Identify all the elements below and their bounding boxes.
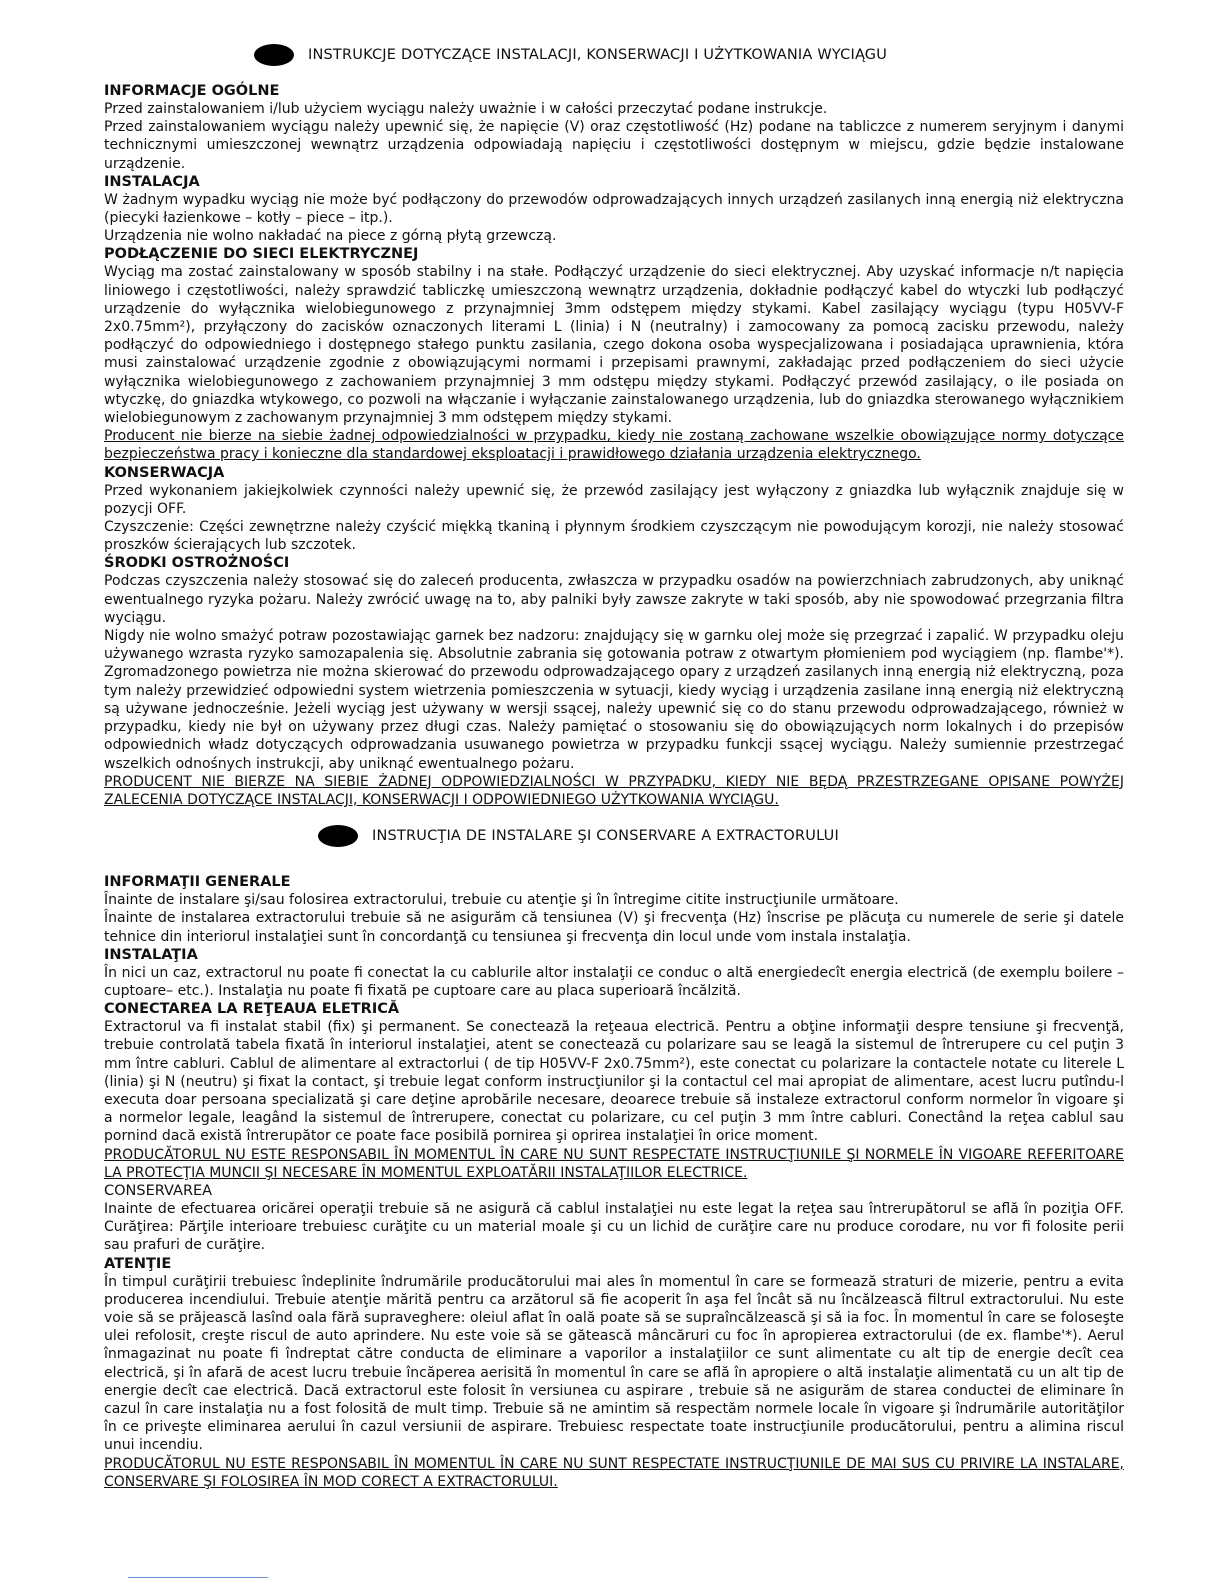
section-heading: KONSERWACJA xyxy=(104,464,225,481)
romanian-header xyxy=(318,825,1124,847)
disclaimer-underlined: PRODUCĂTORUL NU ESTE RESPONSABIL ÎN MOMENTUL ÎN CARE NU SUNT RESPECTATE INSTRUCŢIUNILE ŞI NORMELE ÎN VIGOARE REFERITOARE LA PROTECŢIA MUNCII ŞI NECESARE ÎN MOMENTUL EXPLOATĂRII INSTALAŢIILOR ELECTRICE. xyxy=(104,1146,1124,1181)
section-heading: ŚRODKI OSTROŻNOŚCI xyxy=(104,555,290,572)
paragraph: Extractorul va fi instalat stabil (fix) şi permanent. Se conectează la reţeaua electrică. Pentru a obţine informaţii despre tensiune şi frecvenţă, trebuie controlată tabela fixată în interiorul instalaţiei, atent se conectează cu polarizare sau se leagă la sistemul de întrerupere cu cel puţin 3 mm între cabluri. Cablul de alimentare al extractorlui ( de tip H05VV-F 2x0.75mm²), este conectat cu polarizare la contactele notate cu literele L (linia) şi N (neutru) şi fixat la contact, şi trebuie legat conform instrucţiunilor şi la contactul cel mai apropiat de alimentare, acest lucru putîndu-l executa doar persoana specializată şi care deţine aprobările necesare, deoarece trebuie să instaleze extractorul conform normelor în vigoare şi a normelor legale, leagând la sistemul de întrerupere, conectat cu polarizare, cu cel puţin 3 mm între cabluri. Conectând la reţea cablul sau pornind dacă există întrerupător ce poate face posibilă pornirea şi oprirea instalaţiei în orice moment. xyxy=(104,1019,1124,1145)
pl-electrical-connection xyxy=(104,245,1124,463)
ro-general-info xyxy=(104,873,1124,946)
disclaimer-underlined: PRODUCĂTORUL NU ESTE RESPONSABIL ÎN MOMENTUL ÎN CARE NU SUNT RESPECTATE INSTRUCŢIUNILE DE MAI SUS CU PRIVIRE LA INSTALARE, CONSERVARE ŞI FOLOSIREA ÎN MOD CORECT A EXTRACTORULUI. xyxy=(104,1455,1124,1490)
ro-electrical-connection xyxy=(104,1000,1124,1182)
paragraph: Przed wykonaniem jakiejkolwiek czynności należy upewnić się, że przewód zasilający jest wyłączony z gniazdka lub wyłącznik znajduje się w pozycji OFF. xyxy=(104,482,1124,517)
section-heading: CONSERVAREA xyxy=(104,1182,213,1199)
section-heading: INFORMACJE OGÓLNE xyxy=(104,83,280,99)
romanian-header-title: INSTRUCŢIA DE INSTALARE ŞI CONSERVARE A EXTRACTORULUI xyxy=(372,828,839,845)
ro-installation xyxy=(104,946,1124,1000)
paragraph: Urządzenia nie wolno nakładać na piece z górną płytą grzewczą. xyxy=(104,228,557,245)
paragraph: Înainte de instalare şi/sau folosirea extractorului, trebuie cu atenţie şi în întregime citite instrucţiunile următoare. xyxy=(104,892,899,909)
polish-header-title: INSTRUKCJE DOTYCZĄCE INSTALACJI, KONSERWACJI I UŻYTKOWANIA WYCIĄGU xyxy=(308,47,888,63)
ro-warning xyxy=(104,1255,1124,1491)
pl-precautions xyxy=(104,554,1124,809)
section-heading: INSTALAŢIA xyxy=(104,946,198,963)
paragraph: Înainte de instalarea extractorului trebuie să ne asigurăm că tensiunea (V) şi frecvenţa (Hz) înscrise pe plăcuţa cu numerele de serie şi datele tehnice din interiorul instalaţiei sunt în concordanţă cu tensiunea şi frecvenţa din locul unde vom instala instalaţia. xyxy=(104,910,1124,945)
paragraph: Podczas czyszczenia należy stosować się do zaleceń producenta, zwłaszcza w przypadku osadów na powierzchniach zabrudzonych, aby uniknąć ewentualnego ryzyka pożaru. Należy zwrócić uwagę na to, aby palniki były zawsze zakryte w taki sposób, aby nie spowodować przegrzania filtra wyciągu. xyxy=(104,573,1124,626)
paragraph: În timpul curăţirii trebuiesc îndeplinite îndrumările producătorului mai ales în momentul în care se formează straturi de mizerie, pentru a evita producerea incendiului. Trebuie atenţie mărită pentru ca arzătorul să fie acoperit în aşa fel încât să nu încălzească filtrul extractorului. Nu este voie să se prăjească lasînd oala fără supraveghere: oleiul aflat în oală poate să se supraîncălzească şi să ia foc. În momentul în care se foloseşte ulei refolosit, creşte riscul de auto aprindere. Nu este voie să se gătească mâncăruri cu foc în apropierea extractorului (de ex. flambe'*). Aerul înmagazinat nu poate fi îndreptat către conducta de eliminare a vaporilor a instalaţiilor ce sunt alimentate cu alt tip de energie decît cea electrică, şi în afară de acest lucru trebuie încăperea aerisită în momentul în care se află în apropiere o altă instalaţie alimentată cu un alt tip de energie decît cae electrică. Dacă extractorul este folosit în versiunea cu aspirare , trebuie să ne asigurăm de starea conductei de eliminare în cazul în care instalaţia nu a fost folosită de mult timp. Trebuie să ne amintim să respectăm normele locale în vigoare şi îndrumările autorităţilor în ce priveşte eliminarea aerului în cazul versiunii de aspirare. Trebuiesc respectate toate instrucţiunile producătorului, pentru a alimina riscul unui incendiu. xyxy=(104,1273,1124,1454)
pl-maintenance xyxy=(104,464,1124,555)
language-flag-icon xyxy=(318,825,358,847)
paragraph: În nici un caz, extractorul nu poate fi conectat la cu cablurile altor instalaţii ce conduc o altă energiedecît energia electrică (de exemplu boilere – cuptoare– etc.). Instalaţia nu poate fi fixată pe cuptoare care au placa superioară încălzită. xyxy=(104,964,1124,999)
paragraph: Wyciąg ma zostać zainstalowany w sposób stabilny i na stałe. Podłączyć urządzenie do sieci elektrycznej. Aby uzyskać informacje n/t napięcia liniowego i częstotliwości, należy sprawdzić tabliczkę umieszczoną wewnątrz urządzenia, dokładnie podłączyć kabel do wtyczki lub podłączyć urządzenie do wyłącznika wielobiegunowego z przynajmniej 3mm odstępem między stykami. Kabel zasilający wyciągu (typu H05VV-F 2x0.75mm²), przyłączony do zacisków oznaczonych literami L (linia) i N (neutralny) i zamocowany za pomocą zacisku przewodu, należy podłączyć do odpowiedniego i dostępnego stałego punktu zasilania, czego dokona osoba wyspecjalizowana i posiadająca uprawnienia, która musi zainstalować urządzenie zgodnie z obowiązującymi normami i przepisami prawnymi, zakładając przed podłączeniem do sieci użycie wyłącznika wielobiegunowego z zachowaniem przynajmniej 3 mm odstępu między stykami. Podłączyć przewód zasilający, o ile posiada on wtyczkę, do gniazdka wtykowego, co pozwoli na włączanie i wyłączanie zainstalowanego urządzenia, lub do gniazdka sterowanego wyłącznikiem wielobiegunowym z zachowanym przynajmniej 3 mm odstępem między stykami. xyxy=(104,264,1124,427)
document-page xyxy=(104,0,1124,1491)
language-flag-icon xyxy=(254,44,294,66)
paragraph: Nigdy nie wolno smażyć potraw pozostawiając garnek bez nadzoru: znajdujący się w garnku olej może się przegrzać i zapalić. W przypadku oleju używanego wzrasta ryzyko samozapalenia się. Absolutnie zabrania się gotowania potraw z otwartym płomieniem pod wyciągiem (np. flambe'*). Zgromadzonego powietrza nie można skierować do przewodu odprowadzającego opary z urządzeń zasilanych inną energią niż elektryczną, poza tym należy przewidzieć odpowiedni system wietrzenia pomieszczenia w sytuacji, kiedy wyciąg i urządzenia zasilane inną energią niż elektryczną są używane jednocześnie. Jeżeli wyciąg jest używany w wersji ssącej, należy upewnić się co do stanu przewodu odprowadzającego, również w przypadku, kiedy nie był on używany przez długi czas. Należy pamiętać o stosowaniu się do obowiązujących norm lokalnych i do przepisów odpowiednich władz dotyczących odprowadzania usuwanego powietrza w przypadku funkcji ssącej wyciągu. Należy sumiennie przestrzegać wszelkich odnośnych instrukcji, aby uniknąć ewentualnego pożaru. xyxy=(104,628,1124,772)
paragraph: W żadnym wypadku wyciąg nie może być podłączony do przewodów odprowadzających innych urządzeń zasilanych inną energią niż elektryczna (piecyki łazienkowe – kotły – piece – itp.). xyxy=(104,191,1124,227)
ro-maintenance xyxy=(104,1182,1124,1255)
section-heading: CONECTAREA LA REŢEAUA ELETRICĂ xyxy=(104,1001,400,1018)
paragraph: Inainte de efectuarea oricărei operaţii trebuie să ne asigură că cablul instalaţiei nu este legat la reţea sau întrerupătorul se află în poziţia OFF. Curăţirea: Părţile interioare trebuiesc curăţite cu un material moale şi cu un lichid de curăţire care nu produce corodare, nu vor fi folosite perii sau prafuri de curăţire. xyxy=(104,1200,1124,1254)
section-heading: INSTALACJA xyxy=(104,173,200,190)
section-heading: PODŁĄCZENIE DO SIECI ELEKTRYCZNEJ xyxy=(104,246,419,263)
disclaimer-underlined: PRODUCENT NIE BIERZE NA SIEBIE ŻADNEJ ODPOWIEDZIALNOŚCI W PRZYPADKU, KIEDY NIE BĘDĄ PRZESTRZEGANE OPISANE POWYŻEJ ZALECENIA DOTYCZĄCE INSTALACJI, KONSERWACJI I ODPOWIEDNIEGO UŻYTKOWANIA WYCIĄGU. xyxy=(104,773,1124,808)
pl-general-info xyxy=(104,82,1124,173)
section-heading: INFORMAŢII GENERALE xyxy=(104,874,291,891)
paragraph: Czyszczenie: Części zewnętrzne należy czyścić miękką tkaniną i płynnym środkiem czyszczącym nie powodującym korozji, nie należy stosować proszków ścierających lub szczotek. xyxy=(104,519,1124,554)
paragraph: Przed zainstalowaniem wyciągu należy upewnić się, że napięcie (V) oraz częstotliwość (Hz) podane na tabliczce z numerem seryjnym i danymi technicznymi umieszczonej wewnątrz urządzenia odpowiadają napięciu i częstotliwości dostępnym w miejscu, gdzie będzie instalowane urządzenie. xyxy=(104,119,1124,172)
polish-header xyxy=(254,44,1124,66)
section-heading: ATENŢIE xyxy=(104,1255,172,1272)
pl-installation xyxy=(104,173,1124,246)
disclaimer-underlined: Producent nie bierze na siebie żadnej odpowiedzialności w przypadku, kiedy nie zostaną zachowane wszelkie obowiązujące normy dotyczące bezpieczeństwa pracy i konieczne dla standardowej eksploatacji i prawidłowego działania urządzenia elektrycznego. xyxy=(104,428,1124,463)
footer-divider xyxy=(128,1577,268,1578)
paragraph: Przed zainstalowaniem i/lub użyciem wyciągu należy uważnie i w całości przeczytać podane instrukcje. xyxy=(104,101,828,117)
